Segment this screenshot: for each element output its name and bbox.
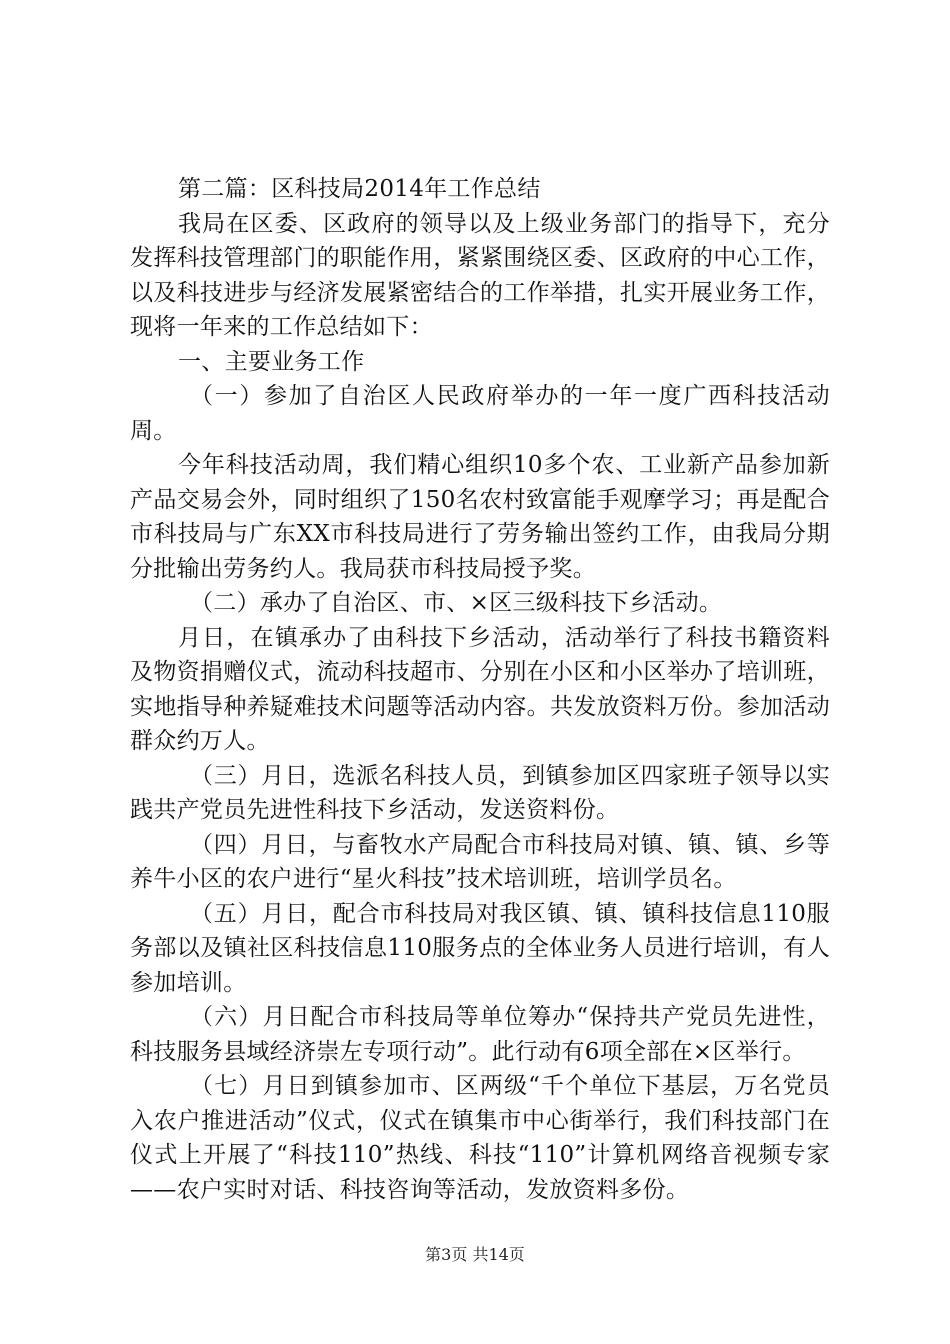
- paragraph-intro: 我局在区委、区政府的领导以及上级业务部门的指导下，充分发挥科技管理部门的职能作用，紧紧围绕区委、区政府的中心工作，以及科技进步与经济发展紧密结合的工作举措，扎实开展业务工作，现将一年来的工作总结如下：: [130, 210, 830, 340]
- page-number-footer: 第3页 共14页: [425, 1245, 525, 1264]
- paragraph-countryside-activity: 月日，在镇承办了由科技下乡活动，活动举行了科技书籍资料及物资捐赠仪式，流动科技超市、分别在小区和小区举办了培训班，实地指导种养疑难技术问题等活动内容。共发放资料万份。参加活动群众约万人。: [130, 624, 830, 754]
- item-4: （四）月日，与畜牧水产局配合市科技局对镇、镇、镇、乡等养牛小区的农户进行“星火科技”技术培训班，培训学员名。: [130, 831, 830, 892]
- section-heading: 一、主要业务工作: [178, 348, 365, 375]
- item-3: （三）月日，选派名科技人员，到镇参加区四家班子领导以实践共产党员先进性科技下乡活动，发送资料份。: [130, 762, 830, 823]
- paragraph-activity-week: 今年科技活动周，我们精心组织10多个农、工业新产品参加新产品交易会外，同时组织了150名农村致富能手观摩学习；再是配合市科技局与广东XX市科技局进行了劳务输出签约工作，由我局分期分批输出劳务约人。我局获市科技局授予奖。: [130, 452, 830, 582]
- item-5: （五）月日，配合市科技局对我区镇、镇、镇科技信息110服务部以及镇社区科技信息110服务点的全体业务人员进行培训，有人参加培训。: [130, 900, 830, 996]
- item-6: （六）月日配合市科技局等单位筹办“保持共产党员先进性，科技服务县域经济崇左专项行动”。此行动有6项全部在×区举行。: [130, 1004, 830, 1065]
- item-heading-2: （二）承办了自治区、市、×区三级科技下乡活动。: [190, 590, 723, 616]
- item-heading-1: （一）参加了自治区人民政府举办的一年一度广西科技活动周。: [130, 383, 830, 444]
- item-7: （七）月日到镇参加市、区两级“千个单位下基层，万名党员入农户推进活动”仪式，仪式在镇集市中心街举行，我们科技部门在仪式上开展了“科技110”热线、科技“110”计算机网络音视频专家——农户实时对话、科技咨询等活动，发放资料多份。: [130, 1073, 830, 1203]
- document-title: 第二篇：区科技局2014年工作总结: [178, 176, 541, 202]
- document-body: [130, 172, 830, 1207]
